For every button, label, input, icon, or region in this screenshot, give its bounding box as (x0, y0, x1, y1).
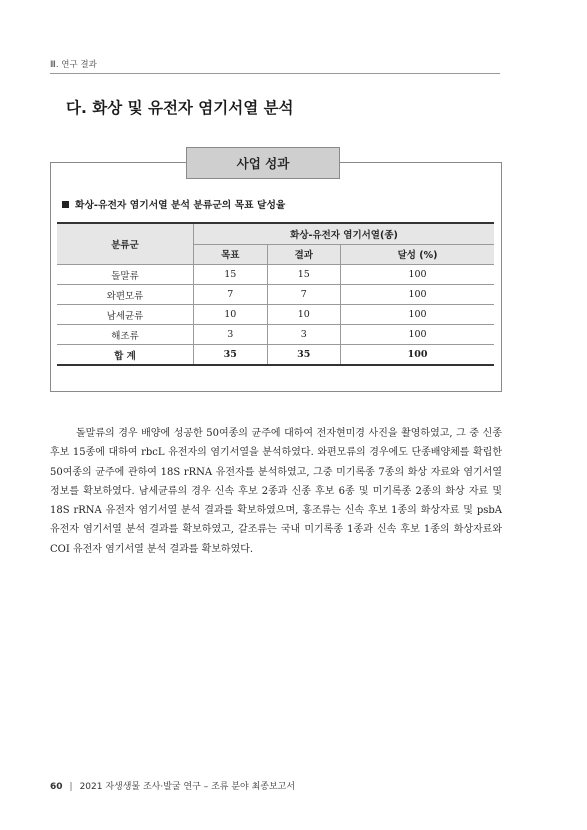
footer-title: 2021 자생생물 조사·발굴 연구 – 조류 분야 최종보고서 (79, 782, 296, 792)
cell-target: 7 (194, 285, 268, 305)
cell-result: 15 (267, 265, 341, 285)
cell-rate: 100 (341, 265, 494, 285)
cell-rate: 100 (341, 325, 494, 345)
table-total-row (57, 345, 494, 366)
achievement-table (57, 222, 494, 366)
cell-total-result: 35 (267, 345, 341, 366)
footer-separator: | (69, 782, 73, 792)
table-row (57, 265, 494, 285)
body-paragraph: 돌말류의 경우 배양에 성공한 50여종의 균주에 대하여 전자현미경 사진을 촬영하였고, 그 중 신종 후보 15종에 대하여 rbcL 유전자의 염기서열을 분석하였다. 와편모류의 경우에도 단종배양체를 확립한 50여종의 균주에 관하여 18S rRNA 유전자를 분석하였고, 그중 미기록종 7종의 화상 자료와 염기서열 정보를 확보하였다. 남세균류의 경우 신속 후보 2종과 신종 후보 6종 및 미기록종 2종의 화상 자료 및 18S rRNA 유전자 염기서열 분석 결과를 확보하였으며, 홍조류는 신속 후보 1종의 화상자료 및 psbA 유전자 염기서열 분석 결과를 확보하였고, 갈조류는 국내 미기록종 1종과 신속 후보 1종의 화상자료와 COI 유전자 염기서열 분석 결과를 확보하였다. (50, 428, 502, 555)
cell-target: 10 (194, 305, 268, 325)
header-target: 목표 (194, 244, 268, 265)
table-row (57, 285, 494, 305)
cell-result: 7 (267, 285, 341, 305)
cell-rate: 100 (341, 285, 494, 305)
square-bullet-icon (62, 201, 69, 208)
cell-target: 3 (194, 325, 268, 345)
cell-taxon: 해조류 (57, 325, 194, 345)
cell-total-rate: 100 (341, 345, 494, 366)
cell-taxon: 남세균류 (57, 305, 194, 325)
section-title: 다. 화상 및 유전자 염기서열 분석 (66, 99, 294, 117)
cell-total-target: 35 (194, 345, 268, 366)
cell-taxon: 돌말류 (57, 265, 194, 285)
header-group: 화상-유전자 염기서열(종) (194, 223, 495, 244)
body-text (50, 424, 502, 559)
running-header: Ⅲ. 연구 결과 (50, 60, 97, 70)
page-number: 60 (50, 782, 63, 792)
table-caption-text: 화상-유전자 염기서열 분석 분류군의 목표 달성율 (75, 200, 286, 211)
results-box-label: 사업 성과 (186, 147, 340, 179)
header-result: 결과 (267, 244, 341, 265)
cell-result: 3 (267, 325, 341, 345)
cell-total-label: 합 계 (57, 345, 194, 366)
table-row (57, 325, 494, 345)
table-row (57, 305, 494, 325)
page-footer (50, 779, 500, 792)
cell-rate: 100 (341, 305, 494, 325)
cell-result: 10 (267, 305, 341, 325)
header-rule (50, 73, 500, 74)
header-rate: 달성 (%) (341, 244, 494, 265)
table-header-row (57, 223, 494, 244)
cell-target: 15 (194, 265, 268, 285)
header-taxon: 분류군 (57, 223, 194, 265)
cell-taxon: 와편모류 (57, 285, 194, 305)
table-caption (62, 197, 285, 211)
